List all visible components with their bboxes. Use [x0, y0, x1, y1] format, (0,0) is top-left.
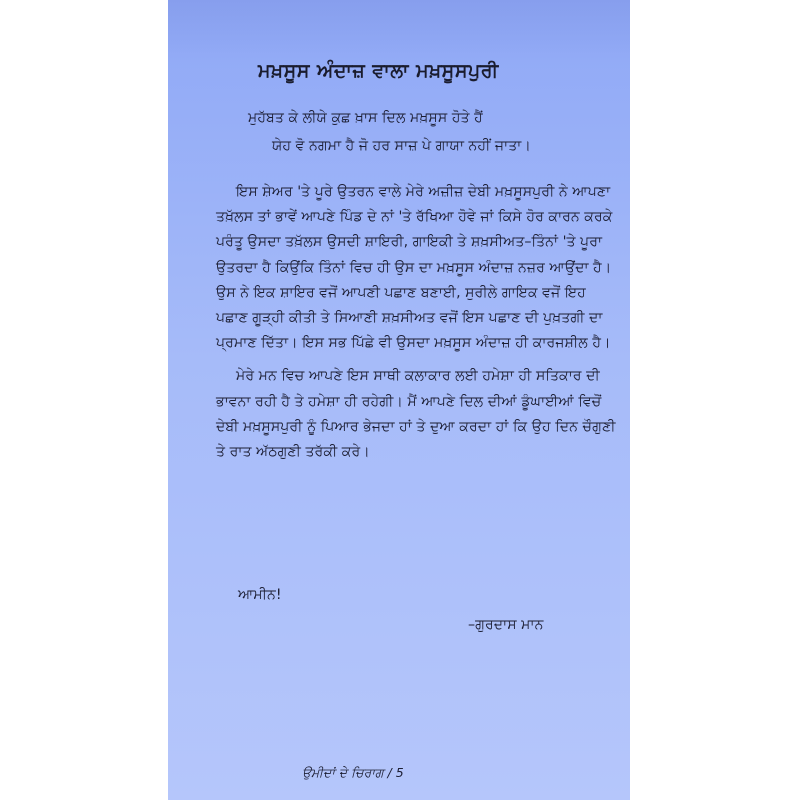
page-footer — [302, 765, 404, 781]
page-title: ਮਖ਼ਸੂਸ ਅੰਦਾਜ਼ ਵਾਲਾ ਮਖ਼ਸੂਸਪੁਰੀ — [258, 60, 499, 82]
footer-separator: / — [387, 765, 392, 780]
footer-book-title: ਉਮੀਦਾਂ ਦੇ ਚਿਰਾਗ — [302, 765, 384, 780]
page-number: 5 — [395, 765, 404, 780]
author-signature: –ਗੁਰਦਾਸ ਮਾਨ — [468, 617, 544, 633]
closing-word: ਆਮੀਨ! — [238, 587, 282, 603]
book-page — [168, 0, 630, 800]
paragraph-1: ਇਸ ਸ਼ੇਅਰ 'ਤੇ ਪੂਰੇ ਉਤਰਨ ਵਾਲੇ ਮੇਰੇ ਅਜ਼ੀਜ਼ ਦੇਬੀ ਮਖ਼ਸੂਸਪੁਰੀ ਨੇ ਆਪਣਾ ਤਖ਼ੱਲਸ ਤਾਂ ਭਾਵੇਂ ਆਪਣੇ ਪਿੰਡ ਦੇ ਨਾਂ 'ਤੇ ਰੱਖਿਆ ਹੋਵੇ ਜਾਂ ਕਿਸੇ ਹੋਰ ਕਾਰਨ ਕਰਕੇ ਪਰੰਤੂ ਉਸਦਾ ਤਖ਼ੱਲਸ ਉਸਦੀ ਸ਼ਾਇਰੀ, ਗਾਇਕੀ ਤੇ ਸ਼ਖ਼ਸੀਅਤ–ਤਿੰਨਾਂ 'ਤੇ ਪੂਰਾ ਉਤਰਦਾ ਹੈ ਕਿਉਂਕਿ ਤਿੰਨਾਂ ਵਿਚ ਹੀ ਉਸ ਦਾ ਮਖ਼ਸੂਸ ਅੰਦਾਜ਼ ਨਜ਼ਰ ਆਉਂਦਾ ਹੈ। ਉਸ ਨੇ ਇਕ ਸ਼ਾਇਰ ਵਜੋਂ ਆਪਣੀ ਪਛਾਣ ਬਣਾਈ, ਸੁਰੀਲੇ ਗਾਇਕ ਵਜੋਂ ਇਹ ਪਛਾਣ ਗੂੜ੍ਹੀ ਕੀਤੀ ਤੇ ਸਿਆਣੀ ਸ਼ਖ਼ਸੀਅਤ ਵਜੋਂ ਇਸ ਪਛਾਣ ਦੀ ਪੁਖ਼ਤਗੀ ਦਾ ਪ੍ਰਮਾਣ ਦਿੱਤਾ। ਇਸ ਸਭ ਪਿੱਛੇ ਵੀ ਉਸਦਾ ਮਖ਼ਸੂਸ ਅੰਦਾਜ਼ ਹੀ ਕਾਰਜਸ਼ੀਲ ਹੈ। — [216, 184, 613, 352]
couplet-line-1: ਮੁਹੱਬਤ ਕੇ ਲੀਯੇ ਕੁਛ ਖ਼ਾਸ ਦਿਲ ਮਖ਼ਸੂਸ ਹੋਤੇ ਹੈਂ — [248, 110, 483, 126]
body-text — [216, 180, 618, 465]
show-through-shadow — [168, 0, 630, 60]
opening-couplet — [248, 104, 618, 160]
paragraph-2: ਮੇਰੇ ਮਨ ਵਿਚ ਆਪਣੇ ਇਸ ਸਾਥੀ ਕਲਾਕਾਰ ਲਈ ਹਮੇਸ਼ਾ ਹੀ ਸਤਿਕਾਰ ਦੀ ਭਾਵਨਾ ਰਹੀ ਹੈ ਤੇ ਹਮੇਸ਼ਾ ਹੀ ਰਹੇਗੀ। ਮੈਂ ਆਪਣੇ ਦਿਲ ਦੀਆਂ ਡੂੰਘਾਈਆਂ ਵਿਚੋਂ ਦੇਬੀ ਮਖ਼ਸੂਸਪੁਰੀ ਨੂੰ ਪਿਆਰ ਭੇਜਦਾ ਹਾਂ ਤੇ ਦੁਆ ਕਰਦਾ ਹਾਂ ਕਿ ਉਹ ਦਿਨ ਚੌਗੁਣੀ ਤੇ ਰਾਤ ਅੱਠਗੁਣੀ ਤਰੱਕੀ ਕਰੇ। — [216, 368, 616, 461]
couplet-line-2: ਯੇਹ ਵੋ ਨਗਮਾ ਹੈ ਜੋ ਹਰ ਸਾਜ਼ ਪੇ ਗਾਯਾ ਨਹੀਂ ਜਾਤਾ। — [272, 138, 531, 154]
